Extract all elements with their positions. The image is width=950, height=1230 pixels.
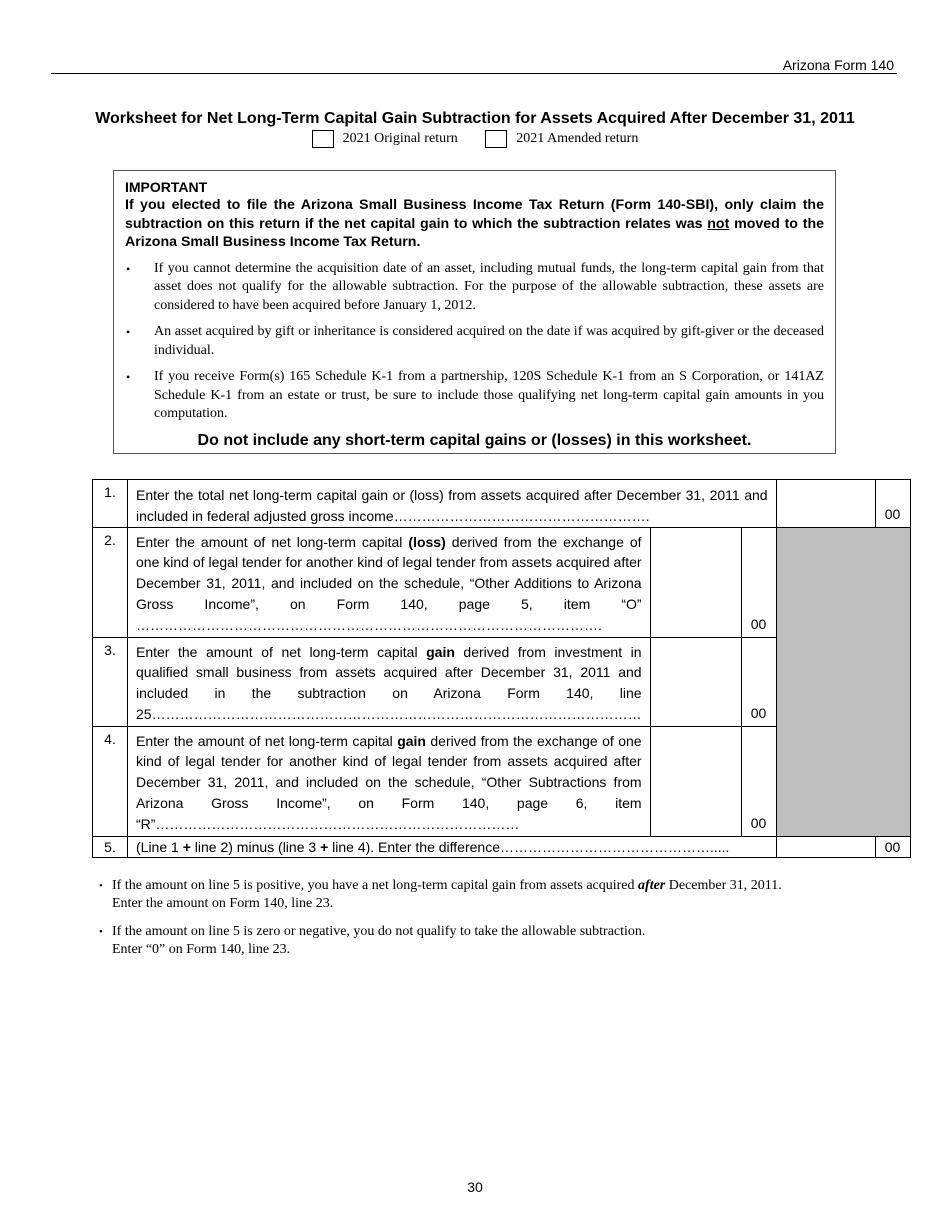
worksheet-title: Worksheet for Net Long-Term Capital Gain Subtraction for Assets Acquired After December 31, 2011 xyxy=(95,110,855,127)
line-cents: 00 xyxy=(741,527,776,637)
line-text: Enter the amount of net long-term capital xyxy=(136,533,409,550)
important-text xyxy=(125,196,824,252)
plus-sign: + xyxy=(182,838,191,855)
line-2-amount-input[interactable] xyxy=(650,527,741,637)
important-text-not: not xyxy=(707,215,730,232)
line-cents: 00 xyxy=(741,637,776,726)
line-4-amount-input[interactable] xyxy=(650,726,741,836)
after-note-part: If the amount on line 5 is zero or negative, you do not qualify to take the allowable subtraction. xyxy=(112,924,646,939)
bullet-text: If you cannot determine the acquisition date of an asset, including mutual funds, the long-term capital gain from that asset does not qualify for the allowable subtraction. For the purpose of the allowable subtraction, these assets are considered to have been acquired before January 1, 2012. xyxy=(154,260,824,313)
return-options xyxy=(0,130,950,153)
line-text: derived from investment in qualified small business from assets acquired after December 31, 2011 and included in the subtraction on Arizona Form 140, line 25…………………………………………………………………………………………… xyxy=(136,643,642,722)
line-number: 1. xyxy=(93,480,128,528)
amended-return-label: 2021 Amended return xyxy=(516,131,639,146)
line-3-amount-input[interactable] xyxy=(650,637,741,726)
line-description: Enter the total net long-term capital gain or (loss) from assets acquired after December 31, 2011 and included in federal adjusted gross income………………………………………………. xyxy=(128,480,777,528)
line-text: line 4). Enter the difference………………………………………..... xyxy=(328,838,730,855)
line-text: Enter the amount of net long-term capital xyxy=(136,732,398,749)
after-note-text xyxy=(112,923,645,959)
after-note xyxy=(99,877,782,913)
line-text-bold: (loss) xyxy=(408,533,446,550)
important-text-end: moved to the Arizona Small Business Income Tax Return. xyxy=(125,215,824,250)
line-number: 4. xyxy=(93,726,128,836)
line-cents: 00 xyxy=(741,726,776,836)
bullet-text: An asset acquired by gift or inheritance is considered acquired on the date if was acquired by gift-giver or the deceased individual. xyxy=(154,324,824,358)
important-bullet xyxy=(125,260,824,316)
bullet-dot: • xyxy=(126,261,131,276)
line-text: derived from the exchange of one kind of legal tender for another kind of legal tender from assets acquired after December 31, 2011, and included on the schedule, “Other Subtractions from Arizona Gross Income”, on Form 140, page 6, item “R”…………………………………………………………………… xyxy=(136,732,642,832)
amended-return-option[interactable] xyxy=(485,130,638,148)
after-note-part: If the amount on line 5 is positive, you have a net long-term capital gain from assets acquired xyxy=(112,878,639,893)
amended-return-checkbox[interactable] xyxy=(485,130,507,148)
worksheet-line-2 xyxy=(93,527,911,637)
worksheet-table xyxy=(92,479,911,858)
original-return-checkbox[interactable] xyxy=(312,130,334,148)
bullet-dot: • xyxy=(99,926,103,938)
important-text-start: If you elected to file the Arizona Small Business Income Tax Return (Form 140-SBI), only claim the subtraction on this return if the net capital gain to which the subtraction relates was xyxy=(125,197,824,232)
after-note-part: December 31, 2011. xyxy=(665,878,782,893)
worksheet-line-1 xyxy=(93,480,911,528)
important-bullet xyxy=(125,368,824,424)
original-return-label: 2021 Original return xyxy=(342,131,458,146)
important-bullet xyxy=(125,323,824,360)
after-note xyxy=(99,923,782,959)
line-description xyxy=(128,527,651,637)
line-cents: 00 xyxy=(875,836,910,858)
line-number: 2. xyxy=(93,527,128,637)
bullet-dot: • xyxy=(126,325,131,339)
bullet-dot: • xyxy=(126,370,131,384)
line-number: 3. xyxy=(93,637,128,726)
line-text: derived from the exchange of one kind of legal tender for another kind of legal tender from assets acquired after December 31, 2011, and included on the schedule, “Other Additions to Arizona Gross Income”, on Form 140, page 5, item “O” ………………………………………………………………………………………. xyxy=(136,533,642,633)
line-description xyxy=(128,637,651,726)
after-note-emphasis: after xyxy=(638,878,666,893)
line-text: line 2) minus (line 3 xyxy=(190,838,321,855)
line-text-bold: gain xyxy=(426,643,455,660)
line-text: (Line 1 xyxy=(136,838,183,855)
important-box xyxy=(113,170,836,454)
header-rule xyxy=(51,73,897,74)
after-note-line2: Enter the amount on Form 140, line 23. xyxy=(112,896,334,911)
important-note: Do not include any short-term capital gains or (losses) in this worksheet. xyxy=(197,431,752,449)
bullet-dot: • xyxy=(99,880,103,892)
shaded-area xyxy=(776,527,910,836)
line-1-amount-input[interactable] xyxy=(776,480,875,528)
line-description xyxy=(128,726,651,836)
line-number: 5. xyxy=(93,836,128,858)
page-number: 30 xyxy=(467,1179,483,1195)
line-text-bold: gain xyxy=(397,732,426,749)
form-id: Arizona Form 140 xyxy=(782,57,894,73)
bullet-text: If you receive Form(s) 165 Schedule K-1 from a partnership, 120S Schedule K-1 from an S Corporation, or 141AZ Schedule K-1 from an estate or trust, be sure to include those qualifying net long-term capital gain amounts in you computation. xyxy=(154,369,824,421)
after-note-text xyxy=(112,877,782,913)
original-return-option[interactable] xyxy=(312,130,458,148)
after-note-line2: Enter “0” on Form 140, line 23. xyxy=(112,942,291,957)
important-heading: IMPORTANT xyxy=(125,179,208,195)
line-description xyxy=(128,836,777,858)
line-text: Enter the amount of net long-term capital xyxy=(136,643,427,660)
line-5-amount-input[interactable] xyxy=(776,836,875,858)
line-cents: 00 xyxy=(875,480,910,528)
plus-sign: + xyxy=(320,838,329,855)
worksheet-line-5 xyxy=(93,836,911,858)
after-notes xyxy=(99,877,782,969)
